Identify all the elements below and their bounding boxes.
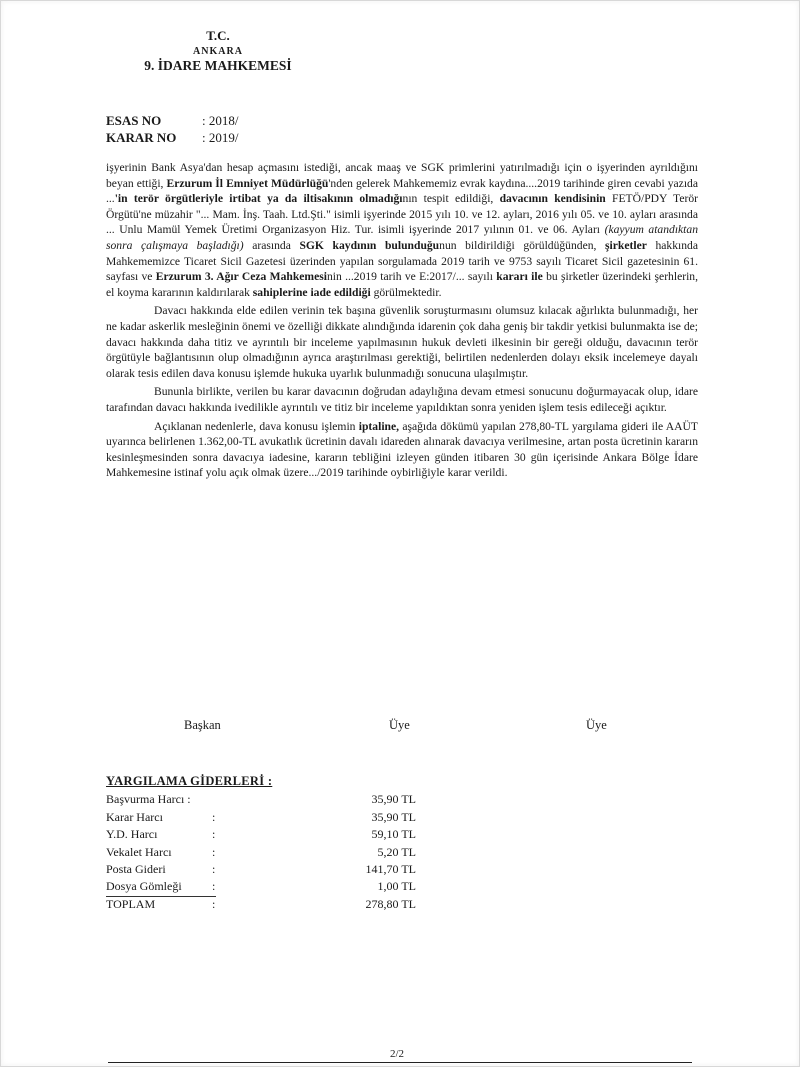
p1-text: 'nden gelerek Mahkememiz evrak kaydına....2019 tarihinde giren cevabi yazıda ... [106,176,698,206]
case-references [106,112,238,146]
document-header [108,28,328,74]
paragraph-3: Bununla birlikte, verilen bu karar davacının doğrudan adaylığına devam etmesi sonucunu doğurmayacak olup, idare tarafından davacı hakkında ivedilikle ayrıntılı ve titiz bir inceleme yapıldıktan sonra yeniden işlem tesis edileceği açıktır. [106,385,698,414]
karar-row [106,129,238,146]
cost-colon: : [212,896,216,911]
p1-text: nun bildirildiği görüldüğünden, [439,238,606,252]
p1-text: arasında [243,238,300,252]
p1-text: hakkında Mahkememizce Ticaret Sicil Gazetesi üzerinden yapılan sorgulamada 2019 tarih ve 9753 sayılı Ticaret Sicil gazetesinin 61. sayfası ve [106,238,698,284]
cost-colon: : [212,879,216,894]
cost-row [106,844,416,861]
cost-colon: : [212,861,216,876]
signature-member-1: Üye [389,718,410,732]
p1-bold-sgk: SGK kaydının bulunduğu [299,238,440,252]
cost-colon: : [212,844,216,859]
signature-member-2: Üye [586,718,607,732]
p1-bold-emniyet: Erzurum İl Emniyet Müdürlüğü [166,176,329,190]
header-court: 9. İDARE MAHKEMESİ [144,58,292,73]
cost-amount: 1,00 TL [377,879,416,894]
header-city: ANKARA [193,46,243,57]
cost-amount: 59,10 TL [371,827,416,842]
p4-text: aşağıda dökümü yapılan 278,80-TL yargılama gideri ile AAÜT uyarınca belirlenen 1.362,00-TL avukatlık ücretinin davalı idareden alınarak davacıya verilmesine, artan posta ücretinin kararın kesinleşmesinden sonra davacıya iadesine, kararın tebliğini izleyen günden itibaren 30 gün içerisinde Ankara Bölge İdare Mahkemesine istinaf yolu açık olmak üzere.../2019 tarihinde oybirliğiyle karar verildi. [106,419,698,480]
karar-label: KARAR NO [106,130,177,145]
cost-name: Karar Harcı [106,809,163,824]
decision-body [106,160,698,481]
cost-total-amount: 278,80 TL [365,896,416,911]
cost-row [106,826,416,843]
cost-name: Başvurma Harcı : [106,792,191,807]
cost-amount: 5,20 TL [377,844,416,859]
cost-row [106,809,416,826]
cost-amount: 35,90 TL [371,792,416,807]
p1-bold-iade: sahiplerine iade edildiği [252,285,371,299]
p1-text: nin ...2019 tarih ve E:2017/... sayılı [326,270,497,284]
p1-text: FETÖ/PDY Terör Örgütü'ne müzahir "... Mam. İnş. Taah. Ltd.Şti." isimli işyerinde 2015 yılı 10. ve 12. ayları, 2016 yılı 05. ve 10. ayları arasında ... Unlu Mamül Yemek Üretimi Organizasyon Hiz. Tur. isimli işyerinde 2017 yılının 01. ve 06. Ayları [106,192,698,237]
cost-name: Dosya Gömleği [106,878,216,896]
cost-amount: 35,90 TL [371,809,416,824]
cost-name: Y.D. Harcı [106,827,158,842]
cost-colon: : [212,827,216,842]
costs-title: YARGILAMA GİDERLERİ : [106,774,273,788]
p1-text: nın tespit edildiği, [402,192,500,206]
p1-text: işyerinin Bank Asya'dan hesap açmasını istediği, ancak maaş ve SGK primlerini yatırılmadığı için o işyerinden ayrıldığını beyan ettiği, [106,161,698,190]
costs-table [106,773,416,913]
cost-row [106,878,416,895]
paragraph-2: Davacı hakkında elde edilen verinin tek başına güvenlik soruşturmasını olumsuz kılacak ağırlıkta bulunmadığı, her ne kadar askerlik mesleğinin önemi ve özelliği dikkate alındığında idarenin çok daha geniş bir takdir yetkisi bulunmakta ise de; davacı hakkında daha titiz ve ayrıntılı bir inceleme yapılmasının hukuk devleti ilkesinin bir gereği olduğu, davacının terör örgütüyle bağlantısının olup olmadığının ayrıca araştırılması gerektiği, belirtilen nedenlerden dolayı eksik incelemeye dayalı olarak tesis edilen dava konusu işlemde hukuka uyarlık bulunmadığı sonucuna ulaşılmıştır. [106,304,698,380]
header-tc: T.C. [206,28,230,43]
p4-bold-iptaline: iptaline, [358,419,400,433]
esas-row [106,112,238,129]
cost-total-label: TOPLAM [106,896,156,911]
page-number: 2/2 [390,1048,405,1060]
p1-bold-irtibat: 'in terör örgütleriyle irtibat ya da iltisakının olmadığı [114,192,403,206]
p1-text: görülmektedir. [370,285,442,299]
cost-amount: 141,70 TL [365,861,416,876]
signature-president: Başkan [184,718,221,732]
esas-value: : 2018/ [202,113,239,128]
p1-bold-sirketler: şirketler [605,238,647,252]
cost-row [106,861,416,878]
cost-name: Vekalet Harcı [106,844,172,859]
cost-name: Posta Gideri [106,861,166,876]
p1-bold-agir-ceza: Erzurum 3. Ağır Ceza Mahkemesi [155,270,327,284]
esas-label: ESAS NO [106,113,162,128]
p1-italic-kayyum: (kayyum atandıktan sonra çalışmaya başladığı) [106,223,699,252]
p1-bold-karari: kararı ile [496,270,543,284]
p1-text: bu şirketler üzerindeki şerhlerin, el koyma kararının kaldırılarak [106,270,698,299]
cost-colon: : [212,809,216,824]
cost-total-row [106,896,416,913]
footer-rule [108,1062,692,1063]
cost-row [106,791,416,808]
karar-value: : 2019/ [202,130,239,145]
paragraph-4 [106,419,698,481]
p4-text: Açıklanan nedenlerle, dava konusu işlemin [154,419,359,433]
paragraph-1 [106,160,698,300]
p1-bold-davaci: davacının kendisinin [499,192,606,206]
